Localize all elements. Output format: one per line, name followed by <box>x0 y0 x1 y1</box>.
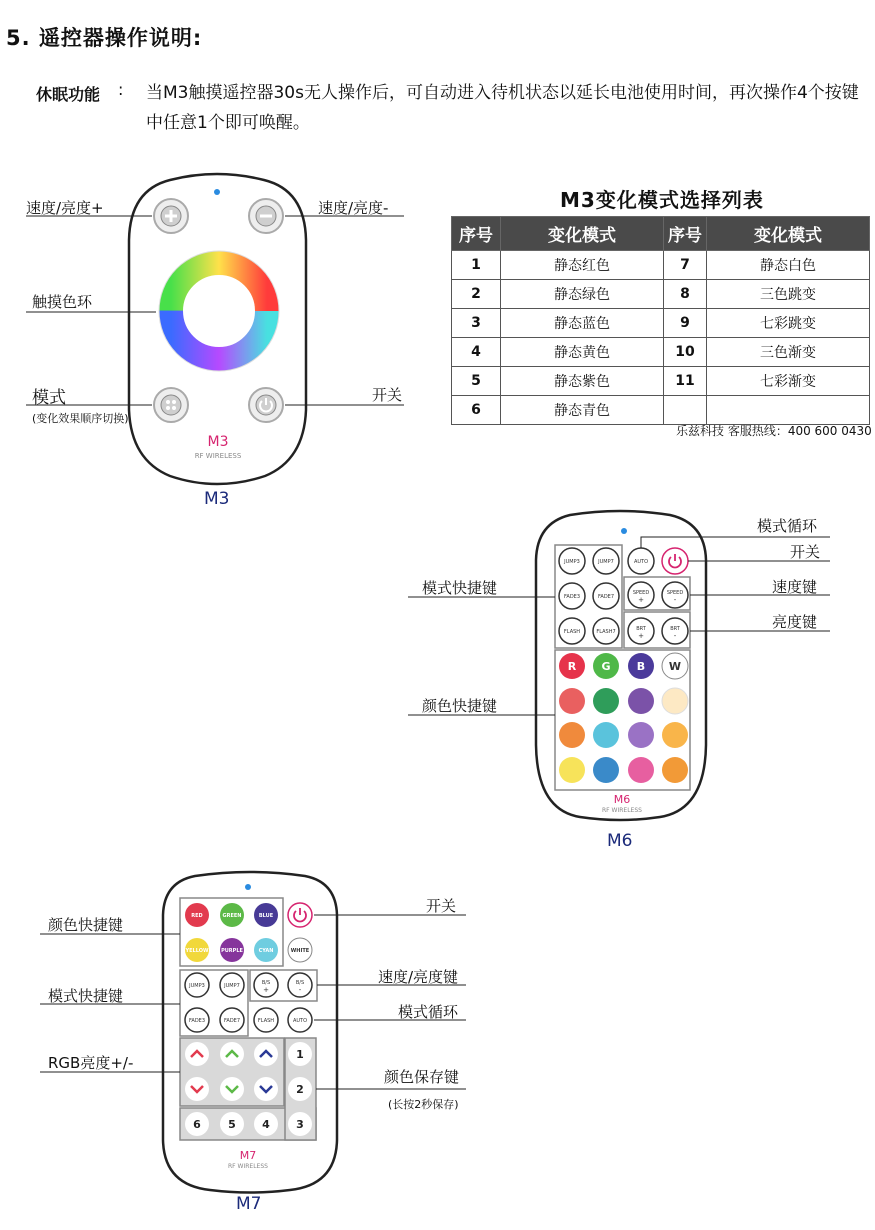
svg-text:JUMP3: JUMP3 <box>189 983 205 989</box>
m6-diagram <box>400 505 840 835</box>
svg-text:GREEN: GREEN <box>222 913 242 919</box>
mode-table <box>451 216 870 425</box>
m3-label-speed-down: 速度/亮度- <box>318 199 389 217</box>
m7-logo: M7 <box>239 1149 257 1162</box>
m6-color-button[interactable] <box>593 757 619 783</box>
m7-sub: RF WIRELESS <box>228 1163 268 1170</box>
m7-blue-button[interactable] <box>254 903 278 927</box>
m6-label-mode-cycle: 模式循环 <box>757 517 818 535</box>
m7-label-color-shortcut: 颜色快捷键 <box>48 916 124 934</box>
m6-label-mode-shortcut: 模式快捷键 <box>422 579 498 597</box>
m7-caption: M7 <box>236 1194 262 1214</box>
m6-g-button[interactable] <box>593 653 619 679</box>
m6-speed-plus-button[interactable] <box>628 582 654 608</box>
m7-key-3[interactable] <box>288 1112 312 1136</box>
table-cell: 5 <box>452 367 501 396</box>
svg-text:JUMP7: JUMP7 <box>598 559 614 565</box>
svg-text:+: + <box>638 596 644 604</box>
svg-text:FADE3: FADE3 <box>563 594 581 600</box>
m7-jump7-button[interactable] <box>220 973 244 997</box>
m6-color-button[interactable] <box>559 722 585 748</box>
m6-label-power: 开关 <box>790 543 821 561</box>
m7-red-button[interactable] <box>185 903 209 927</box>
m7-red-down-button[interactable] <box>185 1077 209 1101</box>
m6-logo: M6 <box>613 793 631 806</box>
m3-logo: M3 <box>207 434 229 450</box>
table-cell: 4 <box>452 338 501 367</box>
svg-text:FADE3: FADE3 <box>188 1018 206 1024</box>
m6-w-button[interactable] <box>662 653 688 679</box>
svg-text:FLASH: FLASH <box>257 1018 275 1024</box>
svg-text:BRT: BRT <box>636 626 646 632</box>
svg-text:B/S: B/S <box>261 980 271 986</box>
m6-led <box>621 528 627 534</box>
table-cell: 三色跳变 <box>707 280 870 309</box>
m7-blue-down-button[interactable] <box>254 1077 278 1101</box>
table-cell: 7 <box>664 251 707 280</box>
svg-text:JUMP7: JUMP7 <box>224 983 240 989</box>
m7-cyan-button[interactable] <box>254 938 278 962</box>
svg-text:AUTO: AUTO <box>633 559 649 565</box>
svg-text:FLASH7: FLASH7 <box>596 629 616 635</box>
svg-text:R: R <box>567 660 577 673</box>
m7-key-2[interactable] <box>288 1077 312 1101</box>
m6-label-color-shortcut: 颜色快捷键 <box>422 697 498 715</box>
m7-fade7-button[interactable] <box>220 1008 244 1032</box>
table-row <box>452 309 870 338</box>
m6-speed-minus-button[interactable] <box>662 582 688 608</box>
table-cell: 静态黄色 <box>501 338 664 367</box>
m7-led <box>245 884 251 890</box>
table-row <box>452 367 870 396</box>
svg-text:JUMP3: JUMP3 <box>564 559 580 565</box>
svg-text:+: + <box>638 632 644 640</box>
svg-text:AUTO: AUTO <box>292 1018 308 1024</box>
m6-color-button[interactable] <box>662 757 688 783</box>
svg-text:YELLOW: YELLOW <box>185 948 209 954</box>
svg-text:B: B <box>636 660 646 673</box>
m7-key-6[interactable] <box>185 1112 209 1136</box>
svg-text:RED: RED <box>191 913 203 919</box>
m6-label-brightness: 亮度键 <box>772 613 818 631</box>
svg-text:B/S: B/S <box>295 980 305 986</box>
hotline: 乐兹科技 客服热线：400 600 0430 <box>676 424 872 438</box>
m7-green-down-button[interactable] <box>220 1077 244 1101</box>
m7-label-color-save-note: (长按2秒保存) <box>388 1098 459 1111</box>
table-cell: 1 <box>452 251 501 280</box>
table-row <box>452 280 870 309</box>
m7-label-rgb-brightness: RGB亮度+/- <box>48 1054 134 1072</box>
m7-label-mode-cycle: 模式循环 <box>398 1003 459 1021</box>
svg-text:W: W <box>668 660 682 673</box>
m6-color-button[interactable] <box>628 688 654 714</box>
table-cell <box>707 396 870 425</box>
table-cell: 2 <box>452 280 501 309</box>
m7-jump3-button[interactable] <box>185 973 209 997</box>
svg-text:4: 4 <box>262 1118 270 1131</box>
table-cell: 6 <box>452 396 501 425</box>
m6-color-button[interactable] <box>593 688 619 714</box>
table-cell: 静态白色 <box>707 251 870 280</box>
section-title: 5. 遥控器操作说明: <box>6 26 203 50</box>
m6-color-button[interactable] <box>559 757 585 783</box>
m7-label-color-save: 颜色保存键 <box>384 1068 460 1086</box>
sleep-text: 当M3触摸遥控器30s无人操作后，可自动进入待机状态以延长电池使用时间，再次操作4个按键中任意1个即可唤醒。 <box>146 83 859 133</box>
m7-blue-up-button[interactable] <box>254 1042 278 1066</box>
table-cell: 8 <box>664 280 707 309</box>
m7-bs-plus-button[interactable] <box>254 973 278 997</box>
m6-sub: RF WIRELESS <box>602 807 642 814</box>
m6-jump7-button[interactable] <box>593 548 619 574</box>
m6-b-button[interactable] <box>628 653 654 679</box>
m3-led <box>214 189 220 195</box>
m7-key-1[interactable] <box>288 1042 312 1066</box>
table-header: 变化模式 <box>501 217 664 251</box>
svg-text:2: 2 <box>296 1083 304 1096</box>
m3-plus-button[interactable] <box>154 199 188 233</box>
svg-text:SPEED: SPEED <box>666 590 684 596</box>
table-cell: 11 <box>664 367 707 396</box>
svg-text:FLASH: FLASH <box>563 629 581 635</box>
sleep-colon: : <box>118 80 124 99</box>
svg-text:3: 3 <box>296 1118 304 1131</box>
table-cell <box>664 396 707 425</box>
svg-text:WHITE: WHITE <box>290 948 310 954</box>
m6-fade7-button[interactable] <box>593 583 619 609</box>
m3-mode-button[interactable] <box>154 388 188 422</box>
table-cell: 3 <box>452 309 501 338</box>
m3-label-mode: 模式 <box>32 388 66 408</box>
svg-text:G: G <box>601 660 611 673</box>
svg-text:PURPLE: PURPLE <box>221 948 243 954</box>
m6-fade3-button[interactable] <box>559 583 585 609</box>
table-cell: 三色渐变 <box>707 338 870 367</box>
m6-label-speed: 速度键 <box>772 578 818 596</box>
m6-r-button[interactable] <box>559 653 585 679</box>
m7-bs-minus-button[interactable] <box>288 973 312 997</box>
m7-green-up-button[interactable] <box>220 1042 244 1066</box>
m6-flash-button[interactable] <box>559 618 585 644</box>
svg-text:FADE7: FADE7 <box>223 1018 241 1024</box>
m6-color-button[interactable] <box>662 722 688 748</box>
table-row <box>452 251 870 280</box>
m7-flash-button[interactable] <box>254 1008 278 1032</box>
svg-text:5: 5 <box>228 1118 236 1131</box>
svg-text:BLUE: BLUE <box>258 913 274 919</box>
m6-color-button[interactable] <box>559 688 585 714</box>
m6-jump3-button[interactable] <box>559 548 585 574</box>
table-cell: 静态紫色 <box>501 367 664 396</box>
svg-text:-: - <box>298 986 302 994</box>
m6-brt-plus-button[interactable] <box>628 618 654 644</box>
m6-power-button[interactable] <box>662 548 688 574</box>
table-title: M3变化模式选择列表 <box>560 188 764 212</box>
table-cell: 静态蓝色 <box>501 309 664 338</box>
m3-minus-button[interactable] <box>249 199 283 233</box>
m3-label-speed-up: 速度/亮度+ <box>26 199 104 217</box>
m7-purple-button[interactable] <box>220 938 244 962</box>
m3-power-button[interactable] <box>249 388 283 422</box>
svg-text:CYAN: CYAN <box>258 948 274 954</box>
m3-label-power: 开关 <box>372 386 403 404</box>
m3-label-touch-ring: 触摸色环 <box>32 293 93 311</box>
m7-green-button[interactable] <box>220 903 244 927</box>
svg-text:6: 6 <box>193 1118 201 1131</box>
m3-caption: M3 <box>204 489 230 509</box>
table-cell: 七彩跳变 <box>707 309 870 338</box>
table-cell: 静态红色 <box>501 251 664 280</box>
sleep-label: 休眠功能 <box>36 85 101 104</box>
m6-flash7-button[interactable] <box>593 618 619 644</box>
table-header: 序号 <box>664 217 707 251</box>
table-cell: 七彩渐变 <box>707 367 870 396</box>
svg-text:SPEED: SPEED <box>632 590 650 596</box>
table-row <box>452 396 870 425</box>
svg-text:1: 1 <box>296 1048 304 1061</box>
svg-text:+: + <box>263 986 269 994</box>
table-cell: 10 <box>664 338 707 367</box>
m6-caption: M6 <box>607 831 633 851</box>
table-header: 变化模式 <box>707 217 870 251</box>
m7-fade3-button[interactable] <box>185 1008 209 1032</box>
m6-color-button[interactable] <box>662 688 688 714</box>
m7-white-button[interactable] <box>288 938 312 962</box>
table-row <box>452 338 870 367</box>
m6-color-button[interactable] <box>593 722 619 748</box>
m7-key-4[interactable] <box>254 1112 278 1136</box>
m6-color-button[interactable] <box>628 757 654 783</box>
m7-red-up-button[interactable] <box>185 1042 209 1066</box>
m3-label-mode-note: (变化效果顺序切换) <box>32 412 129 425</box>
svg-text:FADE7: FADE7 <box>597 594 615 600</box>
svg-text:-: - <box>673 632 677 640</box>
m7-label-mode-shortcut: 模式快捷键 <box>48 987 124 1005</box>
table-header: 序号 <box>452 217 501 251</box>
svg-text:-: - <box>673 596 677 604</box>
m7-label-speed-brightness: 速度/亮度键 <box>378 968 459 986</box>
m7-power-button[interactable] <box>288 903 312 927</box>
m6-color-button[interactable] <box>628 722 654 748</box>
m7-label-power: 开关 <box>426 897 457 915</box>
m7-auto-button[interactable] <box>288 1008 312 1032</box>
table-cell: 静态绿色 <box>501 280 664 309</box>
table-cell: 静态青色 <box>501 396 664 425</box>
m3-sub: RF WIRELESS <box>194 452 242 460</box>
m7-key-5[interactable] <box>220 1112 244 1136</box>
m6-brt-minus-button[interactable] <box>662 618 688 644</box>
svg-text:BRT: BRT <box>670 626 680 632</box>
m6-auto-button[interactable] <box>628 548 654 574</box>
table-cell: 9 <box>664 309 707 338</box>
